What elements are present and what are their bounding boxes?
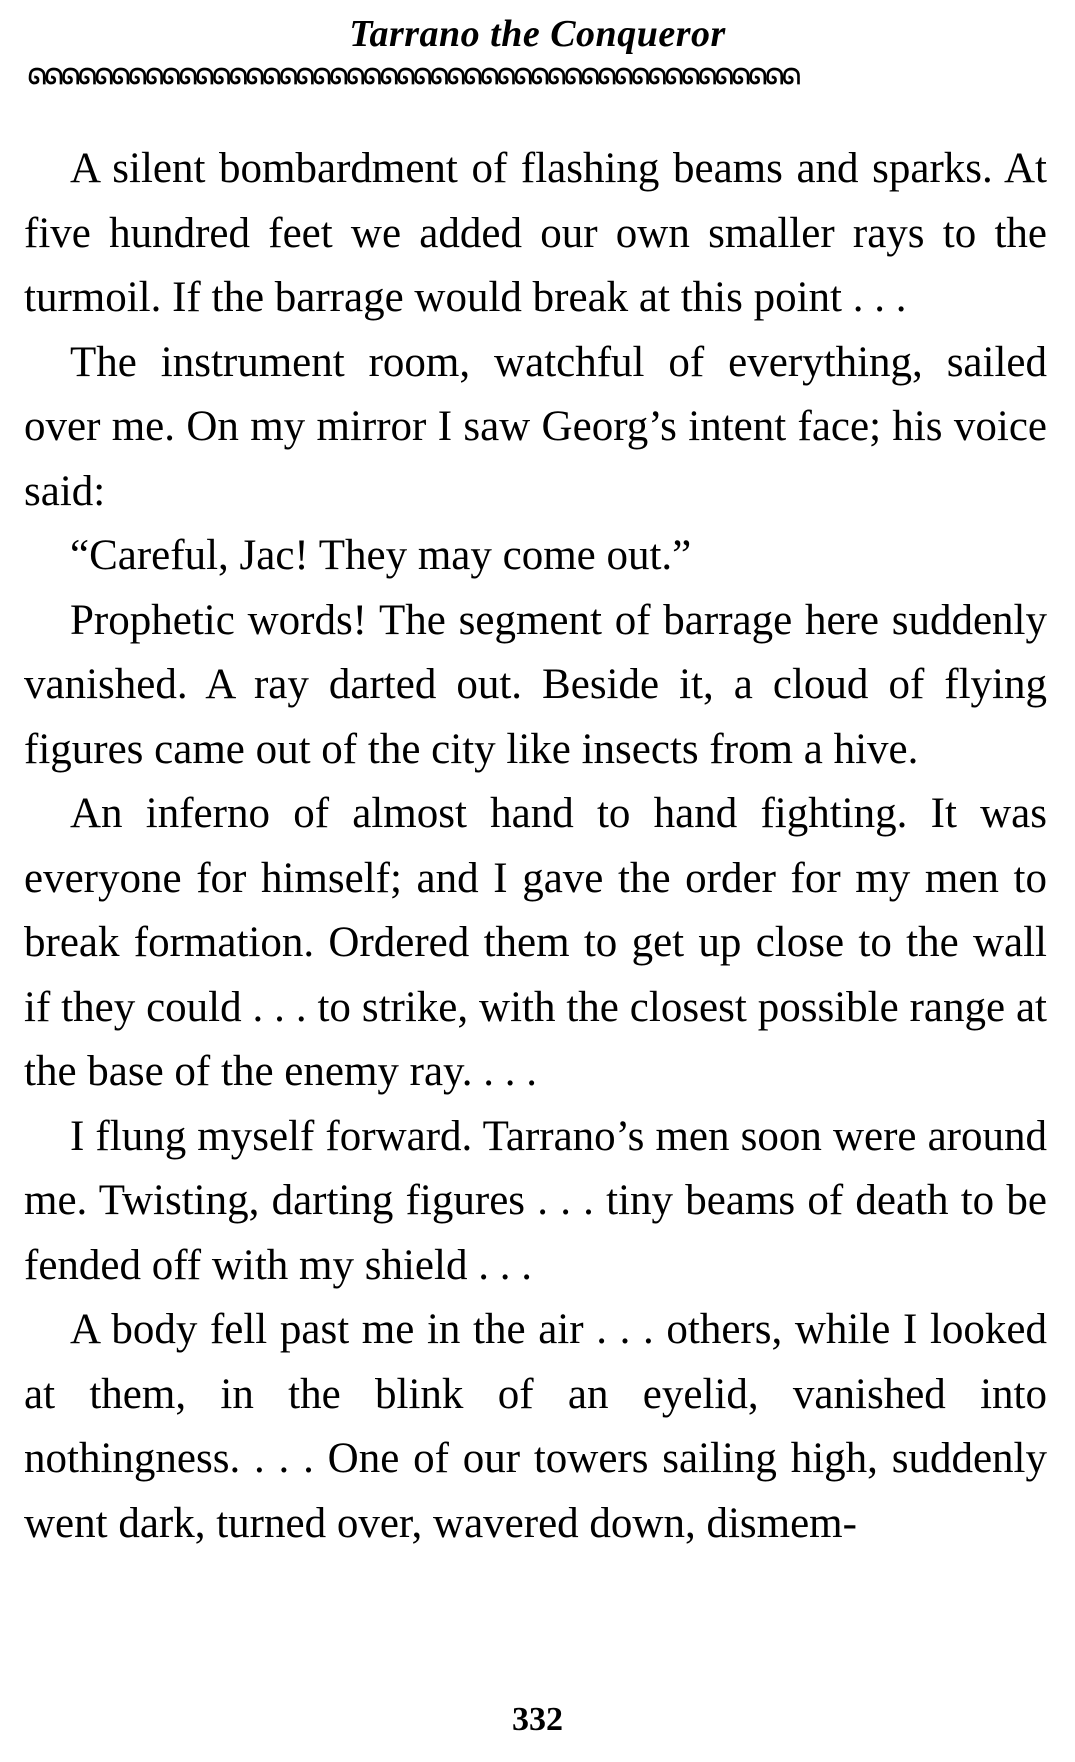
- paragraph: A silent bombardment of flashing beams and sparks. At five hundred feet we added our own smaller rays to the turmoil. If the barrage would break at this point . . .: [24, 145, 1047, 321]
- body-text: [24, 137, 1047, 1556]
- paragraph: An inferno of almost hand to hand fighting. It was everyone for himself; and I gave the order for my men to break formation. Ordered them to get up close to the wall if they could . . . to strike, with the closest possible range at the base of the enemy ray. . . .: [24, 790, 1047, 1095]
- paragraph: A body fell past me in the air . . . others, while I looked at them, in the blink of an eyelid, vanished into nothingness. . . . One of our towers sailing high, suddenly went dark, turned over, wavered down, dismem-: [24, 1306, 1047, 1547]
- ornamental-rule: ᘏᘏᘏᘏᘏᘏᘏᘏᘏᘏᘏᘏᘏᘏᘏᘏᘏᘏᘏᘏᘏᘏᘏᘏᘏᘏᘏᘏᘏᘏᘏᘏᘏᘏᘏᘏᘏᘏᘏᘏᘏᘏᘏᘏᘏᘏ: [28, 66, 799, 90]
- page-number: 332: [512, 1701, 563, 1738]
- paragraph: The instrument room, watchful of everything, sailed over me. On my mirror I saw Georg’s intent face; his voice said:: [24, 338, 1047, 515]
- paragraph: Prophetic words! The segment of barrage here suddenly vanished. A ray darted out. Beside it, a cloud of flying figures came out of the city like insects from a hive.: [24, 596, 1047, 773]
- paragraph: I flung myself forward. Tarrano’s men soon were around me. Twisting, darting figures . . . tiny beams of death to be fended off with my shield . . .: [24, 1112, 1047, 1289]
- running-title: Tarrano the Conqueror: [349, 13, 726, 55]
- paragraph: “Careful, Jac! They may come out.”: [70, 532, 692, 579]
